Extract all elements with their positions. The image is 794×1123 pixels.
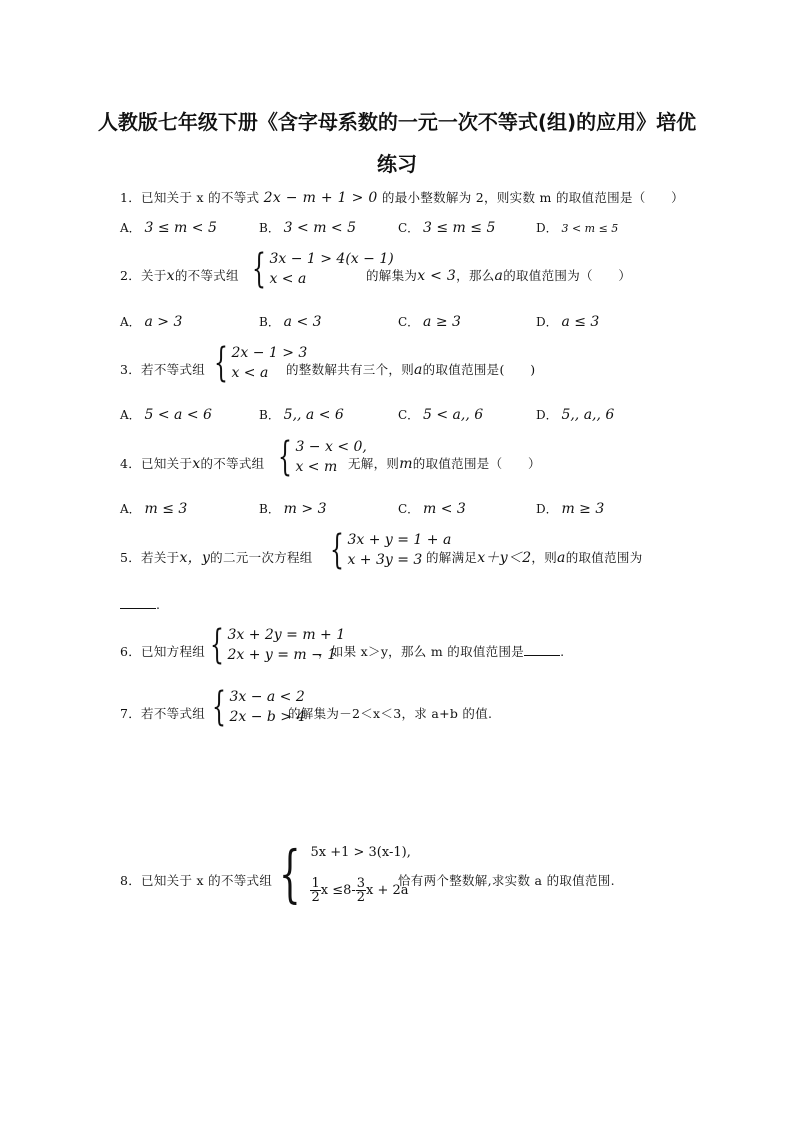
q1-option-b: B． 3 < m < 5: [259, 220, 357, 236]
q3-system-line-2: x < a: [231, 365, 269, 381]
brace-icon: {: [279, 837, 301, 910]
page-title-line2: 练习: [377, 152, 417, 176]
q5-system-line-2: x + 3y = 3: [347, 552, 423, 568]
q3-system-line-1: 2x − 1 > 3: [231, 345, 308, 361]
q8-system: [279, 837, 411, 910]
brace-icon: {: [214, 340, 228, 386]
brace-icon: {: [252, 246, 266, 292]
q6-system-line-2: 2x + y = m − 1: [227, 647, 337, 663]
q7-text-b: 的解集为－2＜x＜3，求 a+b 的值.: [288, 706, 493, 721]
q7-system-line-1: 3x − a < 2: [229, 689, 305, 705]
q2-text-a-group: 2．关于x的不等式组: [120, 268, 239, 284]
q8-system-line-2: $\frac{1}{2}$ x ≤8- $\frac{3}{2}$ x + 2a: [311, 876, 409, 905]
q1-text-a: 1．已知关于 x 的不等式: [120, 190, 260, 205]
q3-option-a: A． 5 < a < 6: [120, 407, 212, 423]
q5-text-b-group: 的解满足x＋y＜2，则a的取值范围为: [426, 550, 643, 566]
brace-icon: {: [210, 622, 224, 668]
q2-option-d: D． a ≤ 3: [536, 314, 600, 330]
q3-option-b: B． 5,, a < 6: [259, 407, 344, 423]
q4-option-c: C． m < 3: [398, 501, 466, 517]
q4-option-a: A． m ≤ 3: [120, 501, 188, 517]
q4-text-b-group: 无解，则m的取值范围是（ ）: [348, 456, 541, 472]
q5-text-a-group: 5．若关于x，y的二元一次方程组: [120, 550, 313, 566]
q3-option-d: D． 5,, a,, 6: [536, 407, 615, 423]
q4-system-line-1: 3 − x < 0,: [295, 439, 367, 455]
q6-text-b-group: ，如果 x＞y，那么 m 的取值范围是 .: [318, 644, 565, 659]
q4-option-b: B． m > 3: [259, 501, 327, 517]
q7-text-a: 7．若不等式组: [120, 706, 206, 721]
q4-option-d: D． m ≥ 3: [536, 501, 605, 517]
q1-option-d: D． 3 < m ≤ 5: [536, 221, 619, 235]
q2-option-b: B． a < 3: [259, 314, 322, 330]
q8-fraction-2: $\frac{3}{2}$: [356, 876, 366, 905]
q3-option-c: C． 5 < a,, 6: [398, 407, 484, 423]
q1-option-c: C． 3 ≤ m ≤ 5: [398, 220, 496, 236]
q5-system-line-1: 3x + y = 1 + a: [347, 532, 452, 548]
question-1: [120, 188, 684, 206]
q6-system-line-1: 3x + 2y = m + 1: [227, 627, 346, 643]
q8-system-line-1: 5x +1 > 3(x-1),: [310, 845, 411, 860]
q4-system-line-2: x < m: [295, 459, 338, 475]
brace-icon: {: [330, 527, 344, 573]
page-title: 人教版七年级下册《含字母系数的一元一次不等式(组)的应用》培优: [97, 110, 697, 134]
q5-answer-line: .: [120, 596, 160, 612]
q3-text-b-group: 的整数解共有三个，则a的取值范围是( ): [286, 362, 536, 378]
q7-system-line-2: 2x − b > 4: [229, 709, 306, 725]
q2-text-b-group: 的解集为x < 3，那么a的取值范围为（ ）: [366, 268, 632, 284]
q5-answer-blank[interactable]: [120, 596, 156, 609]
q3-text-a: 3．若不等式组: [120, 362, 206, 377]
q2-system-line-1: 3x − 1 > 4(x − 1): [269, 251, 394, 267]
q6-text-a: 6．已知方程组: [120, 644, 206, 659]
q2-system-line-2: x < a: [269, 271, 307, 287]
q1-option-a: A． 3 ≤ m < 5: [120, 220, 217, 236]
q8-text-b: 恰有两个整数解,求实数 a 的取值范围.: [398, 873, 615, 888]
q8-fraction-1: $\frac{1}{2}$: [311, 876, 320, 905]
q2-option-c: C． a ≥ 3: [398, 314, 461, 330]
q1-text-b: 的最小整数解为 2，则实数 m 的取值范围是（ ）: [381, 190, 684, 205]
q2-option-a: A． a > 3: [120, 314, 183, 330]
q1-expression: 2x − m + 1 > 0: [263, 190, 378, 206]
brace-icon: {: [278, 434, 292, 480]
brace-icon: {: [212, 684, 226, 730]
q4-text-a-group: 4．已知关于x的不等式组: [120, 456, 265, 472]
q6-answer-blank[interactable]: [524, 643, 560, 656]
q8-text-a: 8．已知关于 x 的不等式组: [120, 873, 273, 888]
